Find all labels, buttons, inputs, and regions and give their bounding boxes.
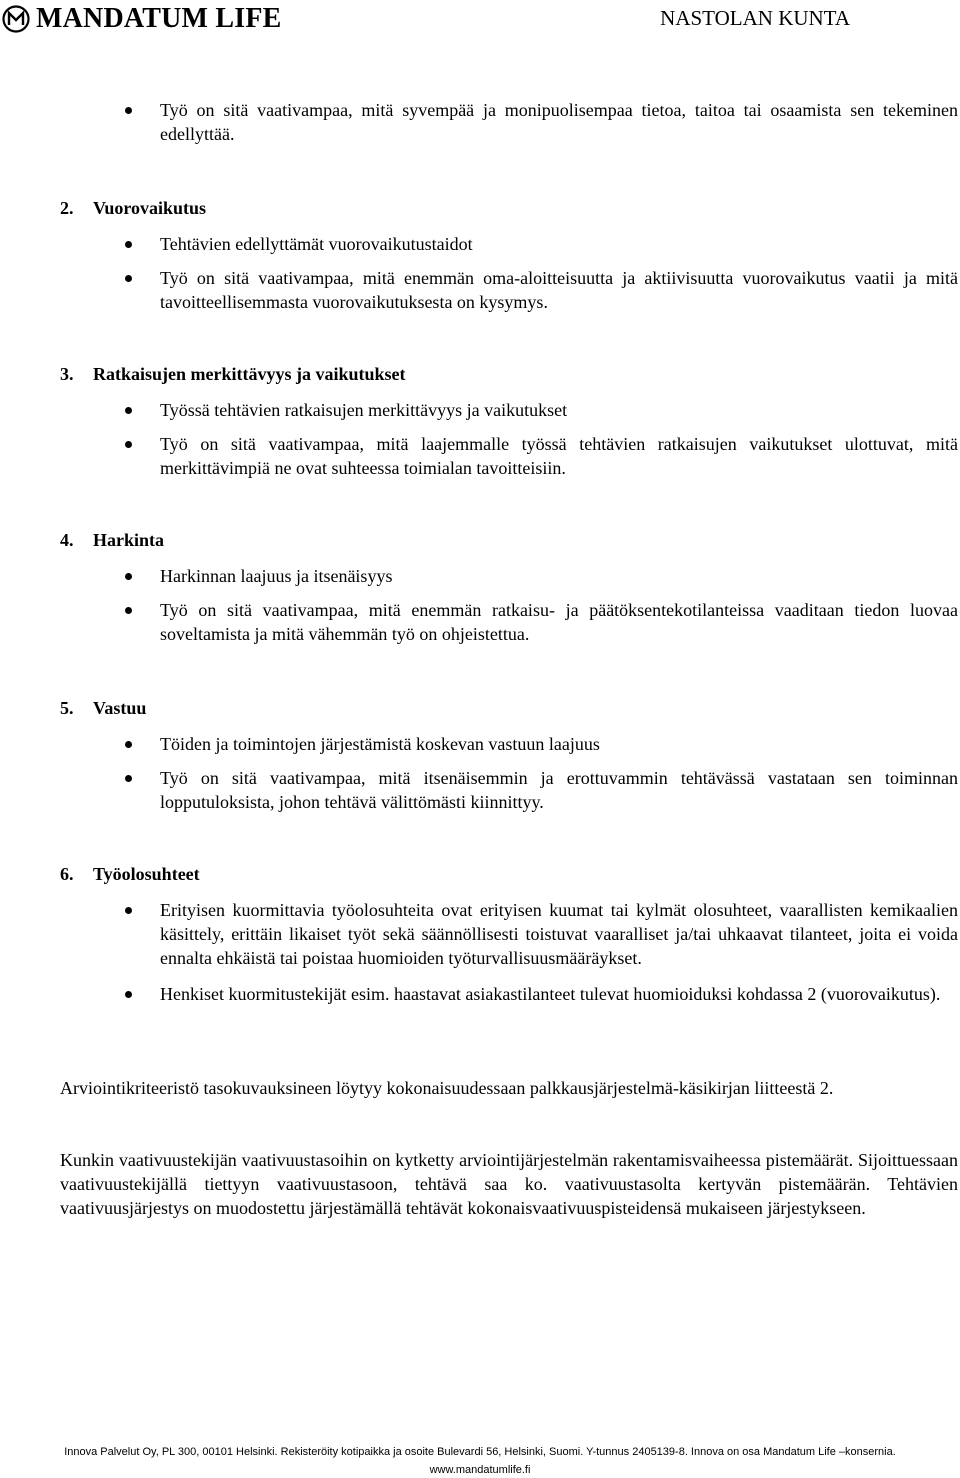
mandatum-life-logo	[2, 2, 282, 36]
section-number: 3.	[60, 364, 74, 384]
bullet-item: Tehtävien edellyttämät vuorovaikutustaidot	[160, 232, 958, 256]
footer-website-link[interactable]: www.mandatumlife.fi	[429, 1464, 531, 1476]
paragraph: Kunkin vaativuustekijän vaativuustasoihin on kytketty arviointijärjestelmän rakentamisvaiheessa pistemäärät. Sijoittuessaan vaativuustekijällä tiettyyn vaativuustasoon, tehtävä saa ko. vaativuustasolta kertyvän pistemäärän. Tehtävien vaativuusjärjestys on muodostettu järjestämällä tehtävät kokonaisvaativuuspisteidensä mukaiseen järjestykseen.	[60, 1150, 958, 1218]
section-heading	[60, 196, 206, 220]
section-heading	[60, 362, 406, 386]
footer-company-info: Innova Palvelut Oy, PL 300, 00101 Helsinki. Rekisteröity kotipaikka ja osoite Bulevardi 56, Helsinki, Suomi. Y-tunnus 2405139-8. Innova on osa Mandatum Life –konsernia.	[64, 1446, 896, 1458]
section-heading	[60, 696, 146, 720]
section-number: 6.	[60, 864, 74, 884]
section-title: Vuorovaikutus	[93, 198, 207, 218]
section-number: 2.	[60, 198, 74, 218]
paragraph: Arviointikriteeristö tasokuvauksineen löytyy kokonaisuudessaan palkkausjärjestelmä-käsikirjan liitteestä 2.	[60, 1078, 834, 1098]
section-title: Ratkaisujen merkittävyys ja vaikutukset	[93, 364, 406, 384]
bullet-item: Töiden ja toimintojen järjestämistä koskevan vastuun laajuus	[160, 732, 958, 756]
logo-text: MANDATUM LIFE	[36, 3, 282, 34]
bullet-item: Henkiset kuormitustekijät esim. haastavat asiakastilanteet tulevat huomioiduksi kohdassa 2 (vuorovaikutus).	[160, 982, 958, 1006]
organization-name: NASTOLAN KUNTA	[660, 6, 850, 30]
bullet-item: Työ on sitä vaativampaa, mitä enemmän ratkaisu- ja päätöksentekotilanteissa vaaditaan tiedon luovaa soveltamista ja mitä vähemmän työ on ohjeistettua.	[160, 600, 958, 644]
section-title: Harkinta	[93, 530, 165, 550]
section-heading	[60, 528, 164, 552]
bullet-item: Työ on sitä vaativampaa, mitä itsenäisemmin ja erottuvammin tehtävässä vastataan sen toiminnan lopputuloksista, johon tehtävä välittömästi kiinnittyy.	[160, 768, 958, 812]
bullet-item: Työssä tehtävien ratkaisujen merkittävyys ja vaikutukset	[160, 398, 958, 422]
section-heading	[60, 862, 200, 886]
bullet-item: Työ on sitä vaativampaa, mitä laajemmalle työssä tehtävien ratkaisujen vaikutukset ulottuvat, mitä merkittävimpiä ne ovat suhteessa toimialan tavoitteisiin.	[160, 434, 958, 478]
page-header	[0, 0, 960, 40]
bullet-item: Erityisen kuormittavia työolosuhteita ovat erityisen kuumat tai kylmät olosuhteet, vaarallisten kemikaalien käsittely, erittäin likaiset työt sekä säännöllisesti toistuvat vaaralliset ja/tai uhkaavat tilanteet, joita ei voida ennalta ehkäistä tai poistaa huomioiden työturvallisuusmääräykset.	[160, 900, 958, 968]
logo-emblem-icon	[2, 5, 30, 33]
bullet-item: Työ on sitä vaativampaa, mitä syvempää ja monipuolisempaa tietoa, taitoa tai osaamista sen tekeminen edellyttää.	[160, 100, 958, 144]
section-number: 4.	[60, 530, 74, 550]
section-title: Vastuu	[93, 698, 147, 718]
bullet-item: Työ on sitä vaativampaa, mitä enemmän oma-aloitteisuutta ja aktiivisuutta vuorovaikutus vaatii ja mitä tavoitteellisemmasta vuorovaikutuksesta on kysymys.	[160, 268, 958, 312]
section-number: 5.	[60, 698, 74, 718]
bullet-item: Harkinnan laajuus ja itsenäisyys	[160, 564, 958, 588]
section-title: Työolosuhteet	[93, 864, 200, 884]
